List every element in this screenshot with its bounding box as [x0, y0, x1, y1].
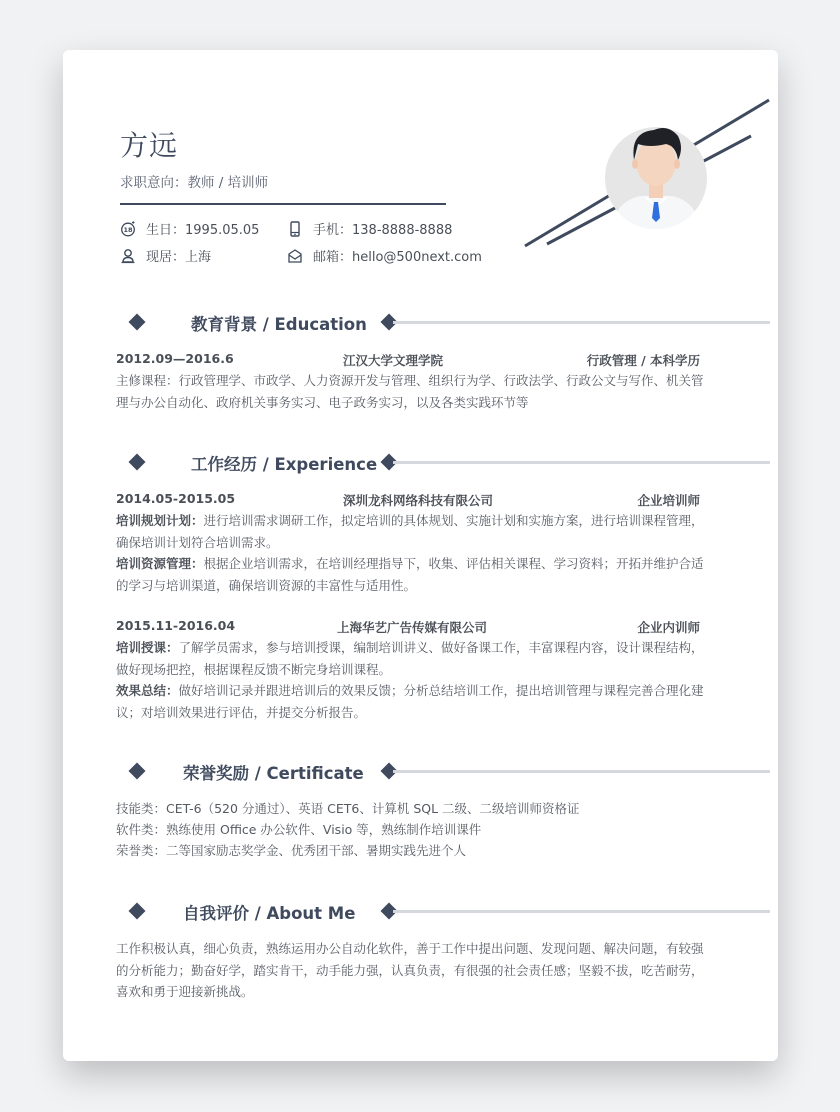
experience-period: 2014.05-2015.05	[116, 491, 236, 506]
section-marker	[129, 763, 146, 780]
education-row	[116, 351, 700, 369]
section-divider	[393, 910, 770, 913]
education-period: 2012.09—2016.6	[116, 351, 234, 366]
avatar	[604, 118, 708, 230]
svg-text:18: 18	[123, 225, 133, 234]
experience-item	[116, 553, 712, 596]
experience-company: 深圳龙科网络科技有限公司	[343, 493, 494, 508]
experience-row	[116, 618, 700, 636]
section-marker	[129, 454, 146, 471]
section-divider	[393, 461, 770, 464]
age-18-icon	[120, 221, 136, 237]
experience-item	[116, 637, 712, 680]
person-pin-icon	[120, 248, 136, 264]
section-title: 自我评价 / About Me	[183, 904, 356, 923]
experience-item-text: 根据企业培训需求，在培训经理指导下，收集、评估相关课程、学习资料；开拓并维护合适的学习与培训渠道，确保培训资源的丰富性与适用性。	[116, 556, 704, 593]
section-education-header	[63, 308, 778, 338]
birthday-info	[120, 219, 259, 238]
experience-item-label: 效果总结：	[116, 683, 179, 698]
experience-role: 企业培训师	[637, 493, 700, 508]
experience-role: 企业内训师	[637, 620, 700, 635]
experience-item-text: 做好培训记录并跟进培训后的效果反馈；分析总结培训工作，提出培训管理与课程完善合理化建议；对培训效果进行评估，并提交分析报告。	[116, 683, 704, 720]
section-title: 教育背景 / Education	[191, 315, 367, 334]
section-title: 工作经历 / Experience	[191, 455, 378, 474]
experience-item-label: 培训资源管理：	[116, 556, 204, 571]
section-certificate-header	[63, 757, 778, 787]
header-divider	[120, 203, 446, 205]
certificate-item: 荣誉类：二等国家励志奖学金、优秀团干部、暑期实践先进个人	[116, 843, 467, 858]
candidate-name: 方远	[120, 129, 179, 162]
location-info	[120, 246, 211, 265]
section-title: 荣誉奖励 / Certificate	[183, 764, 364, 783]
education-degree: 行政管理 / 本科学历	[586, 353, 700, 368]
education-courses: 主修课程：行政管理学、市政学、人力资源开发与管理、组织行为学、行政法学、行政公文与写作、机关管理与办公自动化、政府机关事务实习、电子政务实习，以及各类实践环节等	[116, 373, 704, 410]
mobile-phone-icon	[287, 221, 303, 237]
certificate-item: 技能类：CET-6（520 分通过）、英语 CET6、计算机 SQL 二级、二级培训师资格证	[116, 801, 580, 816]
birthday-text: 生日：1995.05.05	[146, 223, 260, 238]
experience-item-label: 培训授课：	[116, 640, 179, 655]
experience-item-text: 进行培训需求调研工作，拟定培训的具体规划、实施计划和实施方案，进行培训课程管理，确保培训计划符合培训需求。	[116, 513, 704, 550]
resume-page	[63, 50, 778, 1061]
email-text: 邮箱：hello@500next.com	[313, 250, 482, 265]
section-about-header	[63, 897, 778, 927]
experience-item-text: 了解学员需求，参与培训授课，编制培训讲义、做好备课工作，丰富课程内容，设计课程结构，做好现场把控，根据课程反馈不断完身培训课程。	[116, 640, 704, 677]
phone-text: 手机：138-8888-8888	[313, 223, 453, 238]
education-school: 江汉大学文理学院	[343, 353, 444, 368]
experience-item	[116, 680, 712, 723]
job-intent: 求职意向：教师 / 培训师	[120, 175, 269, 191]
experience-period: 2015.11-2016.04	[116, 618, 236, 633]
section-divider	[393, 770, 770, 773]
experience-company: 上海华艺广告传媒有限公司	[337, 620, 488, 635]
section-experience-header	[63, 448, 778, 478]
section-marker	[129, 314, 146, 331]
envelope-icon	[287, 248, 303, 264]
section-divider	[393, 321, 770, 324]
certificate-item: 软件类：熟练使用 Office 办公软件、Visio 等，熟练制作培训课件	[116, 822, 482, 837]
experience-item	[116, 510, 712, 553]
email-info	[287, 246, 482, 265]
experience-item-label: 培训规划计划：	[116, 513, 204, 528]
phone-info	[287, 219, 452, 238]
location-text: 现居：上海	[146, 250, 212, 265]
experience-row	[116, 491, 700, 509]
about-text: 工作积极认真，细心负责，熟练运用办公自动化软件，善于工作中提出问题、发现问题、解决问题，有较强的分析能力；勤奋好学，踏实肯干，动手能力强，认真负责，有很强的社会责任感；坚毅不拔，吃苦耐劳，喜欢和勇于迎接新挑战。	[116, 941, 704, 999]
section-marker	[129, 903, 146, 920]
